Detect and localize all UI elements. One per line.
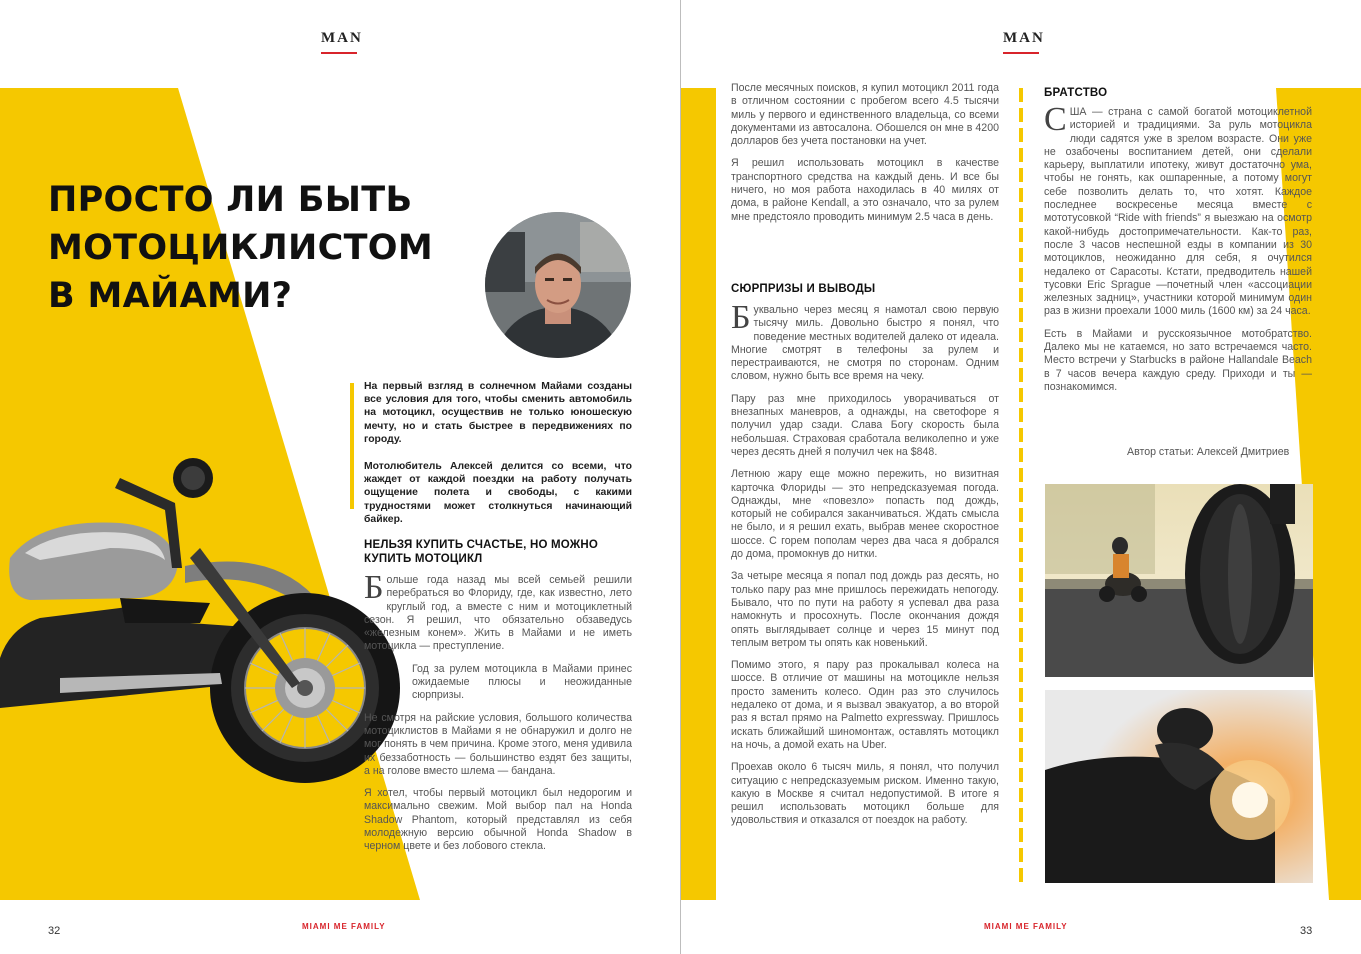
article-headline: [48, 176, 433, 320]
s2-paragraph-5: Помимо этого, я пару раз прокалывал колеса на шоссе. В отличие от машины на мотоцикле нельзя просто заменить колесо. Один раз это случилось недалеко от дома, и я вызвал эвакуатор, а во второй раз я встал прямо на Palmetto expressway. Пришлось искать ближайший шиномонтаж, оставлять мотоцикл на ночь, а домой ехать на Uber.: [731, 659, 999, 751]
body-paragraph-3: Не смотря на райские условия, большого количества мотоциклистов в Майами я не обнаружил и долго не мог понять в чем причина. Кроме этого, меня удивила их беззаботность — большинство ездят без защиты, а на голове вместо шлема — бандана.: [364, 711, 632, 777]
footer-brand-left: MIAMI ME FAMILY: [302, 922, 386, 931]
motorcycle-road-photo: [1045, 484, 1313, 677]
magazine-brand: MAN: [321, 30, 363, 46]
s2-paragraph-1: Буквально через месяц я намотал свою первую тысячу миль. Довольно быстро я понял, что поведение местных водителей далеко от идеала. Многие смотрят в телефоны за рулем и перестраиваются, не смотря по сторонам. Одним словом, нужно быть все время на чеку.: [731, 299, 999, 383]
s3-paragraph-1: США — страна с самой богатой мотоциклетной историей и традициями. За руль мотоцикла люди садятся уже в зрелом возрасте. Они уже не озабочены воспитанием детей, они сделали карьеру, выплатили ипотеку, живут достаточно ума, чтобы не гонять, как ошпаренные, а потому могут себе позволить делать то, что хотят. Каждое последнее воскресенье месяца вместе с мототусовкой “Ride with friends” я выезжаю на осмотр какой-нибудь достопримечательности. Как-то раз, после 3 часов неспешной езды в компании из 30 мотоциклов, неожиданно для себя, я очутился недалеко от Сарасоты. Кстати, предводитель нашей тусовки Eric Sprague —почетный член «ассоциации железных задниц», участники которой минимум один раз в жизни проехали 1000 миль (1600 км) за 24 часа.: [1044, 101, 1312, 318]
left-body-column: [364, 569, 632, 863]
s2-paragraph-3: Летнюю жару еще можно пережить, но визитная карточка Флориды — это непредсказуемая погода. Однажды, мне «повезло» попасть под дождь, который не собирался заканчиваться. Ждать смысла не было, и я решил ехать, выбрав менее скоростное шоссе. С горем пополам через два часа я добрался до дома, промокнув до нитки.: [731, 468, 999, 561]
lead-paragraph-2: Мотолюбитель Алексей делится со всеми, что жаждет от каждой поездки на работу получать ощущение полета и свободы, с какими трудностями может столкнуться начинающий байкер.: [364, 461, 632, 525]
right-col2: [1044, 101, 1312, 403]
dropcap-letter: Б: [364, 569, 384, 606]
column-divider-dashes: [1019, 88, 1023, 888]
brand-underline-right: [1003, 52, 1039, 54]
dropcap-letter-3: С: [1044, 101, 1067, 138]
page-number-left: 32: [48, 925, 61, 937]
body-paragraph-4: Я хотел, чтобы первый мотоцикл был недорогим и максимально свежим. Мой выбор пал на Honda Shadow Phantom, который представлял из себя молодежную версию обычной Honda Shadow в черном цвете и без лобового стекла.: [364, 787, 632, 853]
right-page: [681, 0, 1361, 954]
brand-underline: [321, 52, 357, 54]
magazine-brand-right: MAN: [1003, 30, 1045, 46]
s3-paragraph-2: Есть в Майами и русскоязычное мотобратство. Далеко мы не катаемся, но зато встречаемся часто. Место встречи у Starbucks в районе Hallandale Beach в 7 часов вечера каждую среду. Приходи и ты — познакомимся.: [1044, 327, 1312, 393]
motorcycle-photo: [0, 448, 420, 788]
right-col1-bottom: [731, 299, 999, 837]
right-col1-top: [731, 82, 999, 233]
body-paragraph-2: Год за рулем мотоцикла в Майами принес ожидаемые плюсы и неожиданные сюрпризы.: [412, 662, 632, 702]
section-heading-2: СЮРПРИЗЫ И ВЫВОДЫ: [731, 283, 876, 295]
author-portrait-photo: [485, 212, 631, 358]
section-heading-1: НЕЛЬЗЯ КУПИТЬ СЧАСТЬЕ, НО МОЖНО КУПИТЬ МОТОЦИКЛ: [364, 539, 599, 565]
s2-paragraph-4: За четыре месяца я попал под дождь раз десять, но только пару раз мне пришлось пережидать непогоду. Бывало, что по пути на работу я успевал два раза намокнуть и просохнуть. После окончания дождя опять выглядывает солнце и через 15 минут под теплым ветром ты опять как новенький.: [731, 570, 999, 649]
s2-paragraph-6: Проехав около 6 тысяч миль, я понял, что получил ситуацию с непредсказуемым риском. Именно такую, какую в Москве я считал недопустимой. В итоге я решил использовать мотоцикл больше для удовольствия и отказался от поездок на работу.: [731, 761, 999, 827]
headline-line-3: В МАЙАМИ?: [48, 276, 293, 316]
section-heading-3: БРАТСТВО: [1044, 87, 1108, 99]
s2-paragraph-2: Пару раз мне приходилось уворачиваться от внезапных маневров, а однажды, на светофоре я получил удар сзади. Слава Богу скорость была небольшая. Страховая сработала великолепно и уже через десять дней я получил чек на $848.: [731, 392, 999, 458]
footer-brand-right: MIAMI ME FAMILY: [984, 922, 1068, 931]
headline-line-1: ПРОСТО ЛИ БЫТЬ: [48, 180, 413, 220]
motorcycle-sunset-photo: [1045, 690, 1313, 883]
body-paragraph-1: Больше года назад мы всей семьей решили перебраться во Флориду, где, как известно, лето круглый год, а вместе с ним и мотоциклетный сезон. Я решил, что обязательно обзаведусь «железным конем». Жить в Майами и не иметь мотоцикла — преступление.: [364, 569, 632, 653]
dropcap-letter-2: Б: [731, 299, 751, 336]
page-number-right: 33: [1300, 925, 1313, 937]
author-credit: Автор статьи: Алексей Дмитриев: [1127, 446, 1290, 458]
col1-paragraph-1: После месячных поисков, я купил мотоцикл 2011 года в отличном состоянии с пробегом всего 4.5 тысячи миль у первого и единственного владельца, со всеми документами из автосалона. Обошелся он мне в 4200 долларов без учета постановки на учет.: [731, 82, 999, 148]
col1-paragraph-2: Я решил использовать мотоцикл в качестве транспортного средства на каждый день. И все бы ничего, но моя работа находилась в 40 милях от дома, в районе Kendall, а это означало, что за рулем мне предстояло проводить минимум 2.5 часа в день.: [731, 157, 999, 223]
left-page: [0, 0, 680, 954]
headline-line-2: МОТОЦИКЛИСТОМ: [48, 228, 433, 268]
lead-paragraph-1: На первый взгляд в солнечном Майами созданы все условия для того, чтобы сменить автомобиль на мотоцикл, осуществив не только юношескую мечту, но и стать быстрее в передвижениях по городу.: [364, 381, 632, 445]
